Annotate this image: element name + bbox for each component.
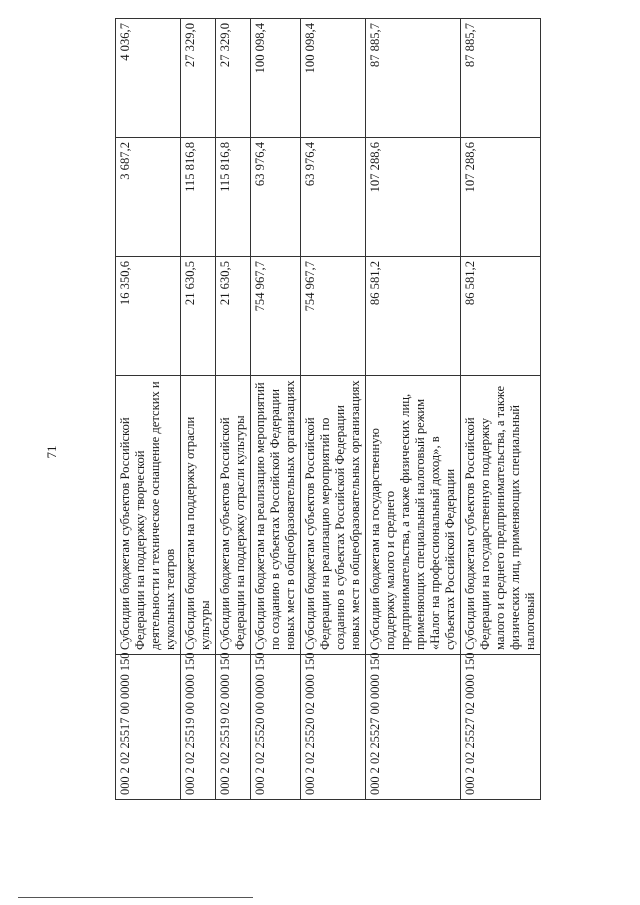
table-row [461, 19, 541, 800]
table-row [181, 19, 216, 800]
table-row [301, 19, 366, 800]
amount-2: 63 976,4 [301, 138, 366, 257]
income-description: Субсидии бюджетам на поддержку отрасли культуры [181, 376, 216, 655]
page-number: 71 [44, 445, 59, 459]
amount-2: 63 976,4 [251, 138, 301, 257]
footer-rule [18, 897, 253, 898]
amount-1: 754 967,7 [301, 257, 366, 376]
budget-code: 000 2 02 25527 02 0000 150 [461, 655, 541, 800]
amount-1: 16 350,6 [116, 257, 181, 376]
income-description: Субсидии бюджетам субъектов Российской Федерации на поддержку творческой деятельности и техническое оснащение детских и кукольных театров [116, 376, 181, 655]
amount-2: 115 816,8 [181, 138, 216, 257]
amount-1: 21 630,5 [181, 257, 216, 376]
income-description: Субсидии бюджетам на реализацию мероприятий по созданию в субъектах Российской Федерации новых мест в общеобразовательных организациях [251, 376, 301, 655]
rotated-page-content [115, 23, 590, 800]
amount-3: 27 329,0 [216, 19, 251, 138]
budget-code: 000 2 02 25520 02 0000 150 [301, 655, 366, 800]
amount-2: 107 288,6 [366, 138, 461, 257]
amount-1: 86 581,2 [461, 257, 541, 376]
budget-code: 000 2 02 25519 02 0000 150 [216, 655, 251, 800]
amount-1: 21 630,5 [216, 257, 251, 376]
budget-table [115, 18, 541, 800]
amount-1: 86 581,2 [366, 257, 461, 376]
table-row [116, 19, 181, 800]
amount-3: 100 098,4 [301, 19, 366, 138]
budget-code: 000 2 02 25517 00 0000 150 [116, 655, 181, 800]
income-description: Субсидии бюджетам субъектов Российской Федерации на реализацию мероприятий по созданию в субъектах Российской Федерации новых мест в общеобразовательных организациях [301, 376, 366, 655]
budget-code: 000 2 02 25527 00 0000 150 [366, 655, 461, 800]
amount-3: 87 885,7 [366, 19, 461, 138]
income-description: Субсидии бюджетам субъектов Российской Федерации на поддержку отрасли культуры [216, 376, 251, 655]
table-row [366, 19, 461, 800]
budget-code: 000 2 02 25520 00 0000 150 [251, 655, 301, 800]
amount-3: 4 036,7 [116, 19, 181, 138]
table-row [251, 19, 301, 800]
amount-2: 3 687,2 [116, 138, 181, 257]
amount-1: 754 967,7 [251, 257, 301, 376]
income-description: Субсидии бюджетам субъектов Российской Федерации на государственную поддержку малого и среднего предпринимательства, а также физических лиц, применяющих специальный налоговый [461, 376, 541, 655]
amount-3: 27 329,0 [181, 19, 216, 138]
amount-3: 100 098,4 [251, 19, 301, 138]
budget-code: 000 2 02 25519 00 0000 150 [181, 655, 216, 800]
amount-2: 107 288,6 [461, 138, 541, 257]
income-description: Субсидии бюджетам на государственную поддержку малого и среднего предпринимательства, а также физических лиц, применяющих специальный налоговый режим «Налог на профессиональный доход», в субъектах Российской Федерации [366, 376, 461, 655]
table-row [216, 19, 251, 800]
amount-3: 87 885,7 [461, 19, 541, 138]
amount-2: 115 816,8 [216, 138, 251, 257]
